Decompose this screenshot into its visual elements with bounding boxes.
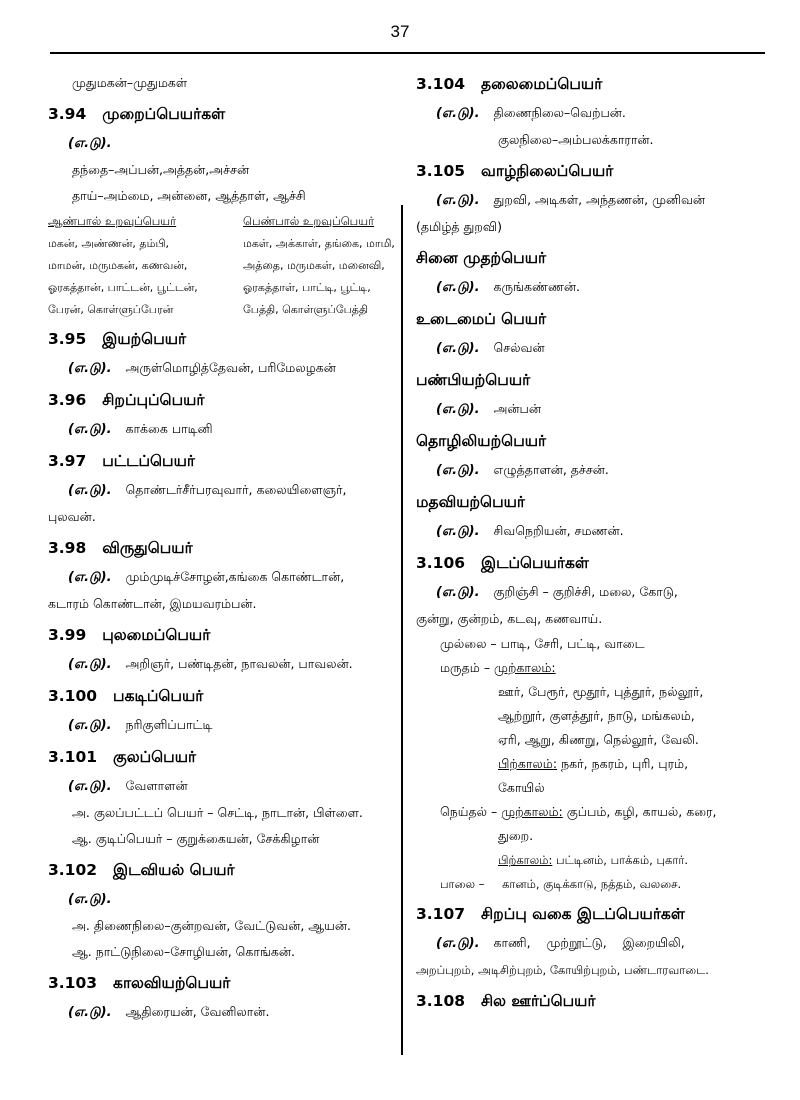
example-line: (எ.டு). ஆதிரையன், வேனிலான். [68,1004,270,1020]
neithal-later-line: பிற்காலம்: பட்டினம், பாக்கம், புகார். [498,853,689,867]
body-line: அ. திணைநிலை–குன்றவன், வேட்டுவன், ஆயன். [72,918,351,933]
body-line: ஆ. நாட்டுநிலை–சோழியன், கொங்கன். [72,944,295,959]
body-line: துறை. [498,828,534,843]
example-line: (எ.டு). மும்முடிச்சோழன்,கங்கை கொண்டான், [68,569,345,585]
marutham-later-line: பிற்காலம்: நகர், நகரம், புரி, புரம், [498,756,689,771]
body-line: தந்தை–அப்பன்,அத்தன்,அச்சன் [72,162,250,177]
section-heading-3-100: 3.100 பகடிப்பெயர் [48,687,204,705]
body-line: ஊர், பேரூர், மூதூர், புத்தூர், நல்லூர், [498,684,704,699]
section-heading-3-105: 3.105 வாழ்நிலைப்பெயர் [416,162,614,180]
female-kinship-header: பெண்பால் உறவுப்பெயர் [243,214,375,228]
section-heading-3-95: 3.95 இயற்பெயர் [48,330,187,348]
example-line: (எ.டு). சிவநெறியன், சமணன். [436,523,624,539]
body-line: ஆ. குடிப்பெயர் – குறுக்கையன், சேக்கிழான் [72,831,320,846]
example-line: (எ.டு). காக்கை பாடினி [68,421,213,437]
section-heading-3-106: 3.106 இடப்பெயர்கள் [416,554,589,572]
section-heading-3-104: 3.104 தலைமைப்பெயர் [416,75,603,93]
section-heading-3-98: 3.98 விருதுபெயர் [48,539,193,557]
section-heading-3-97: 3.97 பட்டப்பெயர் [48,452,195,470]
body-line: தாய்–அம்மை, அன்னை, ஆத்தாள், ஆச்சி [72,188,306,203]
body-line: முல்லை – பாடி, சேரி, பட்டி, வாடை [440,636,645,651]
body-line: அறப்புறம், அடிசிற்புறம், கோயிற்புறம், பண்டாரவாடை. [416,963,709,977]
example-line: (எ.டு). கருங்கண்ணன். [436,279,580,295]
subheading-udaimai: உடைமைப் பெயர் [416,310,547,328]
example-line: (எ.டு). நரிகுளிப்பாட்டி [68,717,213,733]
kinship-row: ஓரகத்தான், பாட்டன், பூட்டன், ஓரகத்தாள், பாட்டி, பூட்டி, [48,281,371,294]
column-divider [401,205,403,1055]
kinship-headers [48,209,393,233]
page-number: 37 [390,22,410,41]
subheading-matha: மதவியற்பெயர் [416,493,526,511]
paalai-line: பாலை – கானம், குடிக்காடு, நத்தம், வலசை. [440,877,682,891]
example-line: (எ.டு). அறிஞர், பண்டிதன், நாவலன், பாவலன். [68,656,353,672]
body-line: கோயில் [498,780,545,795]
subheading-sinai: சினை முதற்பெயர் [416,249,547,267]
section-heading-3-108: 3.108 சில ஊர்ப்பெயர் [416,992,596,1010]
section-heading-3-102: 3.102 இடவியல் பெயர் [48,861,235,879]
example-line: (எ.டு). எழுத்தாளன், தச்சன். [436,462,609,478]
example-line: (எ.டு). வேளாளன் [68,778,188,794]
example-line: (எ.டு). குறிஞ்சி – குறிச்சி, மலை, கோடு, [436,584,678,600]
kinship-row: மாமன், மருமகன், கணவன், அத்தை, மருமகள், மனைவி, [48,259,385,272]
continued-line: முதுமகன்–முதுமகள் [72,75,188,90]
section-heading-3-99: 3.99 புலமைப்பெயர் [48,626,211,644]
example-line: (எ.டு). செல்வன் [436,340,545,356]
right-column [416,70,766,1017]
kinship-row: பேரன், கொள்ளுப்பேரன் பேத்தி, கொள்ளுப்பேத்தி [48,303,368,316]
neithal-line: நெய்தல் – முற்காலம்: குப்பம், கழி, காயல், கரை, [440,804,717,819]
header-rule [50,52,765,54]
subheading-panbi: பண்பியற்பெயர் [416,371,531,389]
body-line: (தமிழ்த் துறவி) [416,219,502,234]
body-line: ஆற்றூர், குளத்தூர், நாடு, மங்கலம், [498,708,695,723]
example-line: (எ.டு). தொண்டர்சீர்பரவுவார், கலையிளைஞர், [68,482,347,498]
marutham-line: மருதம் – முற்காலம்: [440,660,556,675]
male-kinship-header: ஆண்பால் உறவுப்பெயர் [48,214,177,228]
section-heading-3-96: 3.96 சிறப்புப்பெயர் [48,391,205,409]
section-heading-3-94: 3.94 முறைப்பெயர்கள் [48,105,226,123]
body-line: குன்று, குன்றம், கடவு, கணவாய். [416,611,603,626]
example-line: (எ.டு). திணைநிலை–வெற்பன். [436,105,626,121]
example-label: (எ.டு). [68,892,112,907]
kinship-row: மகன், அண்ணன், தம்பி, மகள், அக்காள், தங்கை, மாமி, [48,237,395,250]
body-line: அ. குலப்பட்டப் பெயர் – செட்டி, நாடான், பிள்ளை. [72,805,363,820]
example-label: (எ.டு). [68,136,112,151]
body-line: புலவன். [48,509,96,524]
example-line: (எ.டு). அன்பன் [436,401,541,417]
body-line: ஏரி, ஆறு, கிணறு, நெல்லூர், வேலி. [498,732,699,747]
section-heading-3-101: 3.101 குலப்பெயர் [48,748,197,766]
example-line: (எ.டு). துறவி, அடிகள், அந்தணன், முனிவன் [436,192,706,208]
body-line: குலநிலை–அம்பலக்காரான். [498,132,654,147]
example-line: (எ.டு). காணி, முற்றூட்டு, இறையிலி, [436,935,685,951]
subheading-thozhil: தொழிலியற்பெயர் [416,432,547,450]
section-heading-3-103: 3.103 காலவியற்பெயர் [48,974,231,992]
example-line: (எ.டு). அருள்மொழித்தேவன், பரிமேலழகன் [68,360,336,376]
section-heading-3-107: 3.107 சிறப்பு வகை இடப்பெயர்கள் [416,905,685,923]
body-line: கடாரம் கொண்டான், இமயவரம்பன். [48,596,257,611]
left-column [48,70,393,1026]
